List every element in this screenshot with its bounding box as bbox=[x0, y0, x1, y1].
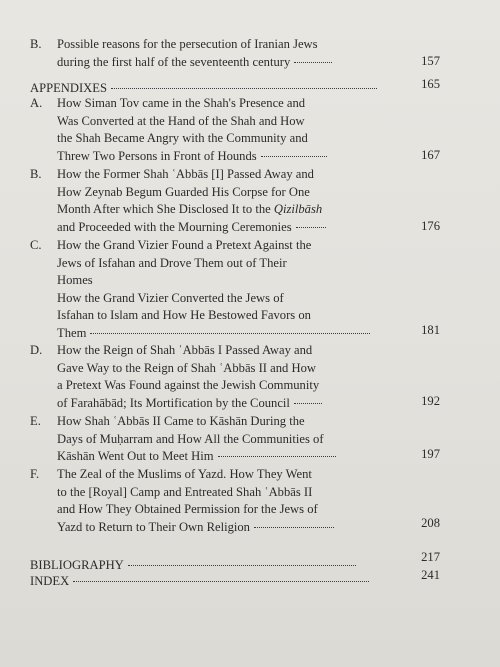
dot-leader bbox=[128, 565, 356, 566]
entry-line: during the first half of the seventeenth century bbox=[57, 54, 422, 72]
toc-entry-appendix-d bbox=[30, 342, 422, 412]
entry-line: How the Reign of Shah ʿAbbās I Passed Away and bbox=[57, 343, 313, 357]
entry-line: How the Former Shah ʿAbbās [I] Passed Away and bbox=[57, 167, 314, 181]
page-number: 217 bbox=[421, 550, 440, 564]
entry-line: and How They Obtained Permission for the Jews of bbox=[57, 502, 318, 517]
entry-letter: E. bbox=[30, 414, 41, 428]
toc-heading-index bbox=[30, 573, 422, 591]
toc-heading-bibliography bbox=[30, 557, 422, 575]
entry-line: Threw Two Persons in Front of Hounds bbox=[57, 148, 422, 166]
page-number: 176 bbox=[421, 219, 440, 233]
dot-leader bbox=[90, 333, 370, 334]
toc-entry-appendix-b bbox=[30, 166, 422, 236]
entry-text bbox=[57, 237, 422, 343]
dot-leader bbox=[261, 156, 327, 157]
entry-text bbox=[57, 466, 422, 536]
entry-letter: B. bbox=[30, 167, 42, 181]
entry-line: Was Converted at the Hand of the Shah and How bbox=[57, 113, 305, 128]
page-number: 241 bbox=[421, 568, 440, 582]
page-number: 197 bbox=[421, 447, 440, 461]
entry-line: Kāshān Went Out to Meet Him bbox=[57, 448, 422, 466]
entry-line: to the [Royal] Camp and Entreated Shah ʿAbbās II bbox=[57, 484, 313, 499]
entry-letter: C. bbox=[30, 238, 42, 252]
entry-line: Isfahan to Islam and How He Bestowed Favors on bbox=[57, 308, 311, 323]
entry-line: How Shah ʿAbbās II Came to Kāshān During the bbox=[57, 414, 305, 428]
entry-line: How the Grand Vizier Converted the Jews of bbox=[57, 290, 284, 305]
dot-leader bbox=[294, 403, 322, 404]
entry-line: Them bbox=[57, 325, 422, 343]
page-number: 181 bbox=[421, 323, 440, 337]
entry-line: Homes bbox=[57, 273, 93, 288]
page-number: 208 bbox=[421, 516, 440, 530]
italic-term: Qizilbāsh bbox=[273, 202, 323, 217]
heading-label: BIBLIOGRAPHY bbox=[30, 558, 124, 572]
dot-leader bbox=[254, 527, 334, 528]
heading-label: INDEX bbox=[30, 574, 70, 588]
page-number: 167 bbox=[421, 148, 440, 162]
entry-line: Yazd to Return to Their Own Religion bbox=[57, 519, 422, 537]
entry-line: and Proceeded with the Mourning Ceremonies bbox=[57, 219, 422, 237]
entry-line: a Pretext Was Found against the Jewish Community bbox=[57, 378, 320, 393]
entry-letter: A. bbox=[30, 96, 43, 110]
entry-text bbox=[57, 342, 422, 412]
heading-label: APPENDIXES bbox=[30, 81, 107, 95]
entry-line: of Farahābād; Its Mortification by the Council bbox=[57, 395, 422, 413]
page-number: 165 bbox=[421, 77, 440, 91]
entry-text bbox=[57, 36, 422, 71]
page-number: 157 bbox=[421, 54, 440, 68]
entry-line: Possible reasons for the persecution of Iranian Jews bbox=[57, 37, 318, 51]
entry-letter: D. bbox=[30, 343, 43, 357]
dot-leader bbox=[218, 456, 336, 457]
toc-entry-appendix-f bbox=[30, 466, 422, 536]
dot-leader bbox=[111, 88, 377, 89]
entry-line: Days of Muḥarram and How All the Communities of bbox=[57, 431, 324, 446]
entry-letter: B. bbox=[30, 37, 42, 51]
entry-text bbox=[57, 95, 422, 165]
entry-text bbox=[57, 166, 422, 236]
entry-line: Jews of Isfahan and Drove Them out of Their bbox=[57, 255, 287, 270]
page-number: 192 bbox=[421, 394, 440, 408]
toc-entry-b-persecution bbox=[30, 36, 422, 71]
entry-line: How Siman Tov came in the Shah's Presence and bbox=[57, 96, 306, 110]
dot-leader bbox=[294, 62, 332, 63]
toc-entry-appendix-a bbox=[30, 95, 422, 165]
entry-line: How Zeynab Begum Guarded His Corpse for One bbox=[57, 184, 310, 199]
entry-text bbox=[57, 413, 422, 466]
entry-line: Gave Way to the Reign of Shah ʿAbbās II and How bbox=[57, 360, 316, 375]
entry-line: the Shah Became Angry with the Community and bbox=[57, 131, 308, 146]
entry-line: The Zeal of the Muslims of Yazd. How They Went bbox=[57, 467, 312, 481]
toc-entry-appendix-c bbox=[30, 237, 422, 343]
dot-leader bbox=[296, 227, 326, 228]
toc-entry-appendix-e bbox=[30, 413, 422, 466]
entry-line: How the Grand Vizier Found a Pretext Against the bbox=[57, 238, 312, 252]
entry-line: Month After which She Disclosed It to the Qizilbāsh bbox=[57, 202, 323, 217]
entry-letter: F. bbox=[30, 467, 40, 481]
dot-leader bbox=[73, 581, 369, 582]
